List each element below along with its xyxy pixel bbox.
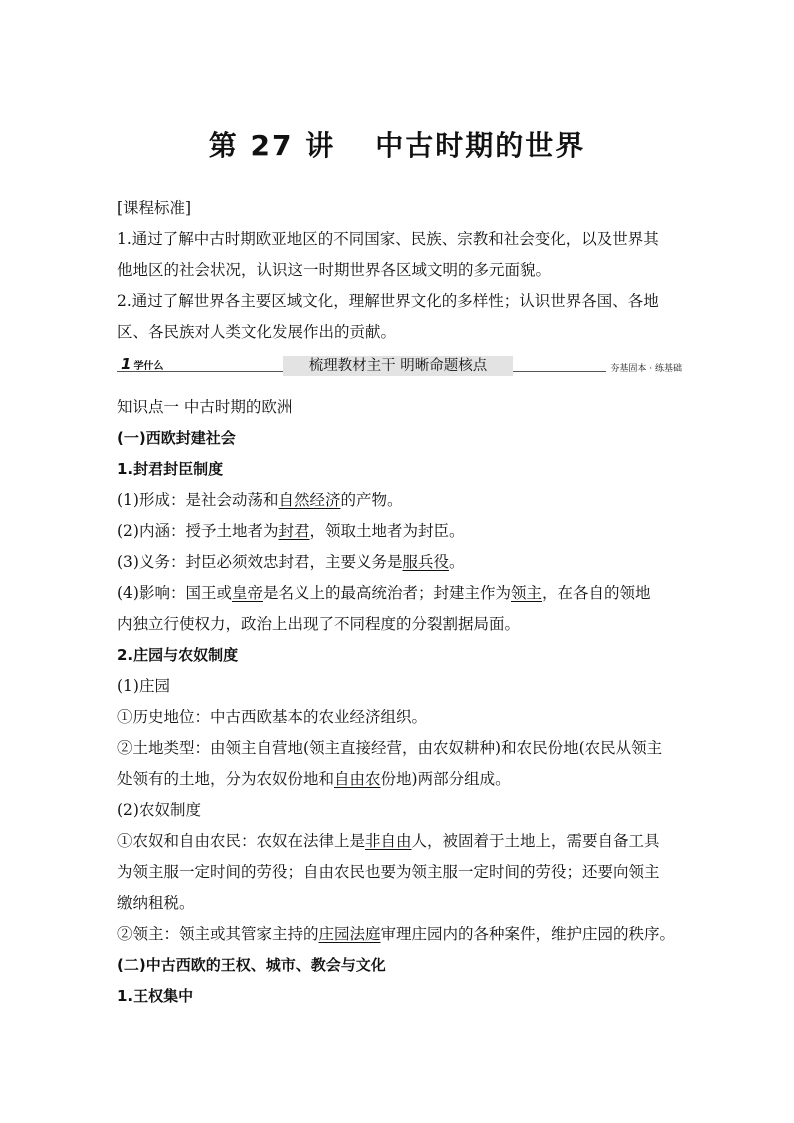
manor-status: ①历史地位：中古西欧基本的农业经济组织。: [117, 708, 428, 726]
manor-land-types: ②土地类型：由领主自营地(领主直接经营，由农奴耕种)和农民份地(农民从领主: [117, 739, 663, 757]
answer-blank: 领主: [511, 584, 543, 602]
banner-number-icon: 1: [121, 355, 132, 373]
paragraph-impact: (4)影响：国王或皇帝是名义上的最高统治者；封建主作为领主，在各自的领地: [117, 584, 651, 602]
standard-2-line-2: 区、各民族对人类文化发展作出的贡献。: [117, 323, 397, 341]
answer-blank: 自由农: [334, 770, 381, 788]
serf-heading: (2)农奴制度: [117, 801, 201, 819]
standard-1-line-1: 1.通过了解中古时期欧亚地区的不同国家、民族、宗教和社会变化，以及世界其: [117, 230, 659, 248]
paragraph-meaning: (2)内涵：授予土地者为封君，领取土地者为封臣。: [117, 522, 465, 540]
page-title: [0, 124, 794, 164]
answer-blank: 封君: [278, 522, 310, 540]
subheading-2: 2.庄园与农奴制度: [117, 646, 239, 664]
answer-blank: 皇帝: [231, 584, 263, 602]
banner-right-label: 夯基固本 · 练基础: [606, 361, 682, 374]
subheading-1: 1.封君封臣制度: [117, 460, 224, 478]
standard-1-line-2: 他地区的社会状况，认识这一时期世界各区域文明的多元面貌。: [117, 261, 552, 279]
knowledge-point-heading: 知识点一 中古时期的欧洲: [117, 398, 293, 416]
paragraph-impact-cont: 内独立行使权力，政治上出现了不同程度的分裂割据局面。: [117, 615, 521, 633]
standards-heading: [课程标准]: [117, 199, 192, 217]
section-banner: [117, 356, 682, 378]
answer-blank: 非自由: [365, 832, 412, 850]
lord-paragraph: ②领主：领主或其管家主持的庄园法庭审理庄园内的各种案件，维护庄园的秩序。: [117, 925, 676, 943]
answer-blank: 自然经济: [278, 491, 341, 509]
banner-center-label: 梳理教材主干 明晰命题核点: [283, 356, 513, 376]
lecture-topic: 中古时期的世界: [375, 129, 586, 162]
lecture-number: 第 27 讲: [208, 129, 336, 162]
serf-paragraph: ①农奴和自由农民：农奴在法律上是非自由人，被固着于土地上，需要自备工具: [117, 832, 660, 850]
section-heading-1: (一)西欧封建社会: [117, 429, 236, 447]
paragraph-duty: (3)义务：封臣必须效忠封君，主要义务是服兵役。: [117, 553, 465, 571]
subheading-3: 1.王权集中: [117, 987, 194, 1005]
manor-land-types-cont: 处领有的土地，分为农奴份地和自由农份地)两部分组成。: [117, 770, 511, 788]
standard-2-line-1: 2.通过了解世界各主要区域文化，理解世界文化的多样性；认识世界各国、各地: [117, 292, 659, 310]
banner-tag-label: 学什么: [133, 360, 164, 372]
manor-heading: (1)庄园: [117, 677, 170, 695]
serf-paragraph-cont-2: 缴纳租税。: [117, 894, 195, 912]
serf-paragraph-cont-1: 为领主服一定时间的劳役；自由农民也要为领主服一定时间的劳役；还要向领主: [117, 863, 660, 881]
banner-tag: [121, 356, 163, 372]
answer-blank: 庄园法庭: [318, 925, 381, 943]
paragraph-formation: (1)形成：是社会动荡和自然经济的产物。: [117, 491, 403, 509]
answer-blank: 服兵役: [402, 553, 449, 571]
section-heading-2: (二)中古西欧的王权、城市、教会与文化: [117, 956, 386, 974]
